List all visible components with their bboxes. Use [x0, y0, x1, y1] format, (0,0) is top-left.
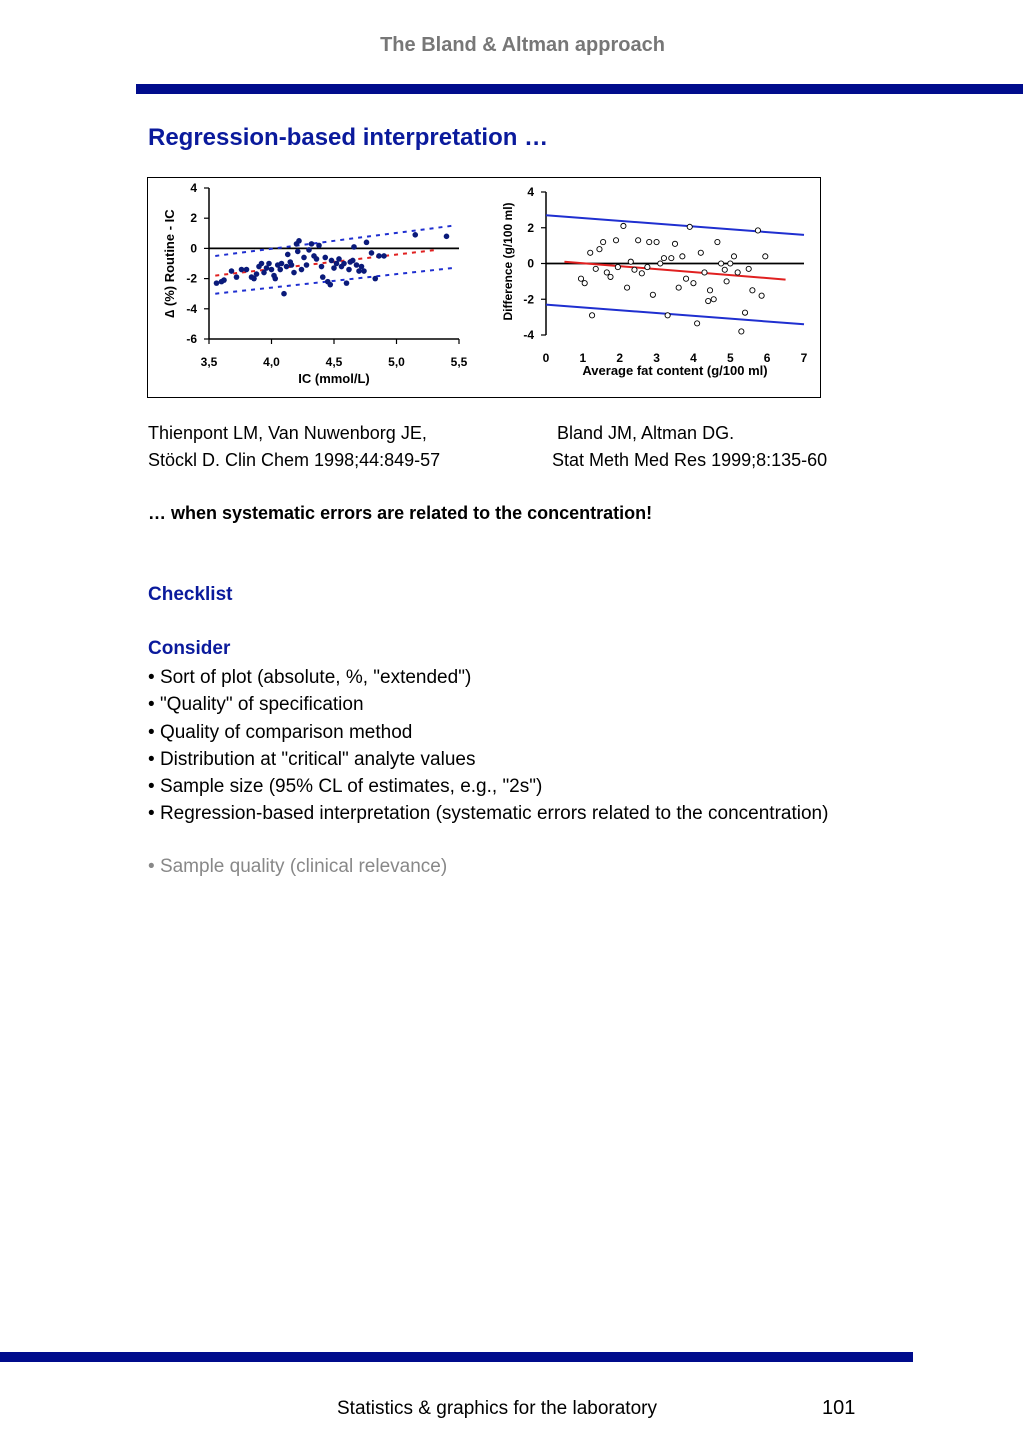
data-point: [615, 264, 620, 269]
consider-heading: Consider: [148, 638, 231, 659]
greyed-list-item: • Sample quality (clinical relevance): [148, 856, 447, 878]
data-point: [320, 274, 326, 280]
data-point: [654, 239, 659, 244]
reference-right-line2: Stat Meth Med Res 1999;8:135-60: [552, 450, 828, 470]
data-point: [309, 241, 315, 247]
reference-right-line1: Bland JM, Altman DG.: [557, 423, 735, 443]
data-point: [341, 261, 347, 267]
figure-panel: [147, 177, 821, 398]
data-point: [319, 264, 325, 270]
y-tick-label: -4: [523, 328, 534, 342]
data-point: [578, 276, 583, 281]
data-point: [279, 261, 285, 267]
bottom-divider-bar: [0, 1352, 913, 1362]
reference-left: [148, 420, 440, 474]
x-tick-label: 5,5: [450, 355, 468, 369]
data-point: [306, 247, 312, 253]
data-point: [695, 321, 700, 326]
data-point: [593, 266, 598, 271]
data-point: [364, 240, 370, 246]
list-item: • Regression-based interpretation (systematic errors related to the concentration): [148, 800, 828, 827]
data-point: [376, 253, 382, 259]
slide-title: Regression-based interpretation …: [148, 124, 549, 151]
data-point: [676, 285, 681, 290]
data-point: [739, 329, 744, 334]
data-point: [639, 271, 644, 276]
y-tick-label: 4: [527, 185, 534, 199]
y-tick-label: 0: [527, 256, 534, 271]
data-point: [214, 280, 220, 286]
footer-text: Statistics & graphics for the laboratory: [337, 1398, 657, 1419]
data-point: [624, 285, 629, 290]
data-point: [272, 276, 278, 282]
data-point: [327, 282, 333, 288]
y-tick-label: 0: [190, 241, 197, 256]
x-tick-label: 3,5: [200, 355, 218, 369]
data-point: [588, 250, 593, 255]
y-tick-label: -4: [186, 301, 197, 316]
data-point: [650, 292, 655, 297]
figure-svg: [148, 178, 822, 399]
data-point: [229, 268, 235, 274]
reference-left-line2: Stöckl D. Clin Chem 1998;44:849-57: [148, 450, 441, 470]
regression-line: [215, 250, 436, 276]
data-point: [259, 261, 265, 267]
data-point: [269, 267, 275, 273]
data-point: [759, 293, 764, 298]
data-point: [291, 270, 297, 276]
chart-2: [541, 192, 804, 335]
data-point: [329, 258, 335, 264]
data-point: [608, 274, 613, 279]
list-item: • Distribution at "critical" analyte values: [148, 746, 828, 773]
y-tick-label: -6: [186, 332, 197, 346]
emphasis-statement: … when systematic errors are related to the concentration!: [148, 503, 653, 523]
y-tick-label: 2: [190, 211, 197, 226]
data-point: [239, 267, 245, 273]
data-point: [289, 262, 295, 268]
data-point: [277, 267, 283, 273]
data-point: [718, 261, 723, 266]
x-tick-label: 6: [763, 351, 771, 365]
data-point: [221, 277, 227, 283]
reference-left-line1: Thienpont LM, Van Nuwenborg JE,: [148, 423, 427, 443]
x-tick-label: 5: [726, 351, 734, 365]
x-tick-label: 4,5: [325, 355, 343, 369]
data-point: [322, 255, 328, 261]
reference-right: [552, 420, 827, 474]
data-point: [706, 298, 711, 303]
data-point: [750, 288, 755, 293]
data-point: [661, 256, 666, 261]
x-tick-label: 1: [579, 351, 587, 365]
data-point: [755, 228, 760, 233]
data-point: [412, 232, 418, 238]
data-point: [621, 223, 626, 228]
data-point: [299, 267, 305, 273]
data-point: [314, 256, 320, 262]
data-point: [336, 256, 342, 262]
x-tick-label: 2: [616, 351, 624, 365]
data-point: [597, 247, 602, 252]
y-tick-label: -2: [186, 271, 197, 286]
data-point: [244, 267, 250, 273]
data-point: [735, 270, 740, 275]
data-point: [722, 267, 727, 272]
data-point: [301, 255, 307, 261]
data-point: [632, 267, 637, 272]
data-point: [715, 239, 720, 244]
chart-1: [204, 188, 459, 344]
data-point: [691, 281, 696, 286]
data-point: [746, 266, 751, 271]
data-point: [234, 274, 240, 280]
data-point: [702, 270, 707, 275]
data-point: [316, 243, 322, 249]
data-point: [285, 252, 291, 258]
list-item: • Quality of comparison method: [148, 719, 828, 746]
data-point: [295, 249, 301, 255]
data-point: [372, 276, 378, 282]
data-point: [284, 264, 290, 270]
data-point: [724, 279, 729, 284]
data-point: [680, 254, 685, 259]
data-point: [444, 234, 450, 240]
data-point: [658, 261, 663, 266]
data-point: [728, 261, 733, 266]
data-point: [361, 268, 367, 274]
y-axis-title: Difference (g/100 ml): [501, 202, 515, 321]
data-point: [687, 224, 692, 229]
data-point: [254, 271, 260, 277]
data-point: [698, 250, 703, 255]
page-number: 101: [822, 1397, 856, 1419]
data-point: [707, 288, 712, 293]
list-item: • Sample size (95% CL of estimates, e.g., "2s"): [148, 773, 828, 800]
upper-limit-line: [215, 226, 453, 256]
checklist-heading: Checklist: [148, 584, 233, 605]
x-tick-label: 3: [653, 351, 660, 365]
y-tick-label: 4: [190, 181, 197, 195]
data-point: [381, 253, 387, 259]
data-point: [645, 264, 650, 269]
top-divider-bar: [136, 84, 1023, 94]
list-item: • Sort of plot (absolute, %, "extended"): [148, 664, 828, 691]
data-point: [582, 281, 587, 286]
data-point: [683, 276, 688, 281]
x-tick-label: 4,0: [263, 355, 280, 369]
data-point: [604, 270, 609, 275]
upper-limit-line: [546, 215, 804, 235]
y-tick-label: 2: [527, 220, 534, 235]
data-point: [296, 238, 302, 244]
data-point: [601, 239, 606, 244]
data-point: [711, 297, 716, 302]
data-point: [369, 250, 375, 256]
x-tick-label: 4: [690, 351, 697, 365]
data-point: [731, 254, 736, 259]
x-axis-title: Average fat content (g/100 ml): [582, 363, 768, 378]
data-point: [346, 267, 352, 273]
data-point: [636, 238, 641, 243]
lower-limit-line: [215, 268, 453, 294]
data-point: [304, 262, 310, 268]
list-item: • "Quality" of specification: [148, 691, 828, 718]
data-point: [628, 259, 633, 264]
x-tick-label: 5,0: [388, 355, 405, 369]
x-tick-label: 0: [542, 351, 550, 365]
x-tick-label: 7: [800, 351, 808, 365]
y-tick-label: -2: [523, 292, 534, 307]
data-point: [266, 261, 272, 267]
page-header-title: The Bland & Altman approach: [380, 34, 665, 56]
data-point: [672, 241, 677, 246]
data-point: [344, 280, 350, 286]
data-point: [281, 291, 287, 297]
data-point: [647, 239, 652, 244]
data-point: [354, 262, 360, 268]
data-point: [742, 310, 747, 315]
data-point: [351, 244, 357, 250]
data-point: [350, 258, 356, 264]
data-point: [665, 313, 670, 318]
data-point: [613, 238, 618, 243]
y-axis-title: ∆ (%) Routine - IC: [162, 209, 177, 318]
data-point: [763, 254, 768, 259]
x-axis-title: IC (mmol/L): [298, 371, 370, 386]
lower-limit-line: [546, 305, 804, 325]
checklist-list: [148, 664, 828, 828]
data-point: [589, 313, 594, 318]
data-point: [669, 256, 674, 261]
